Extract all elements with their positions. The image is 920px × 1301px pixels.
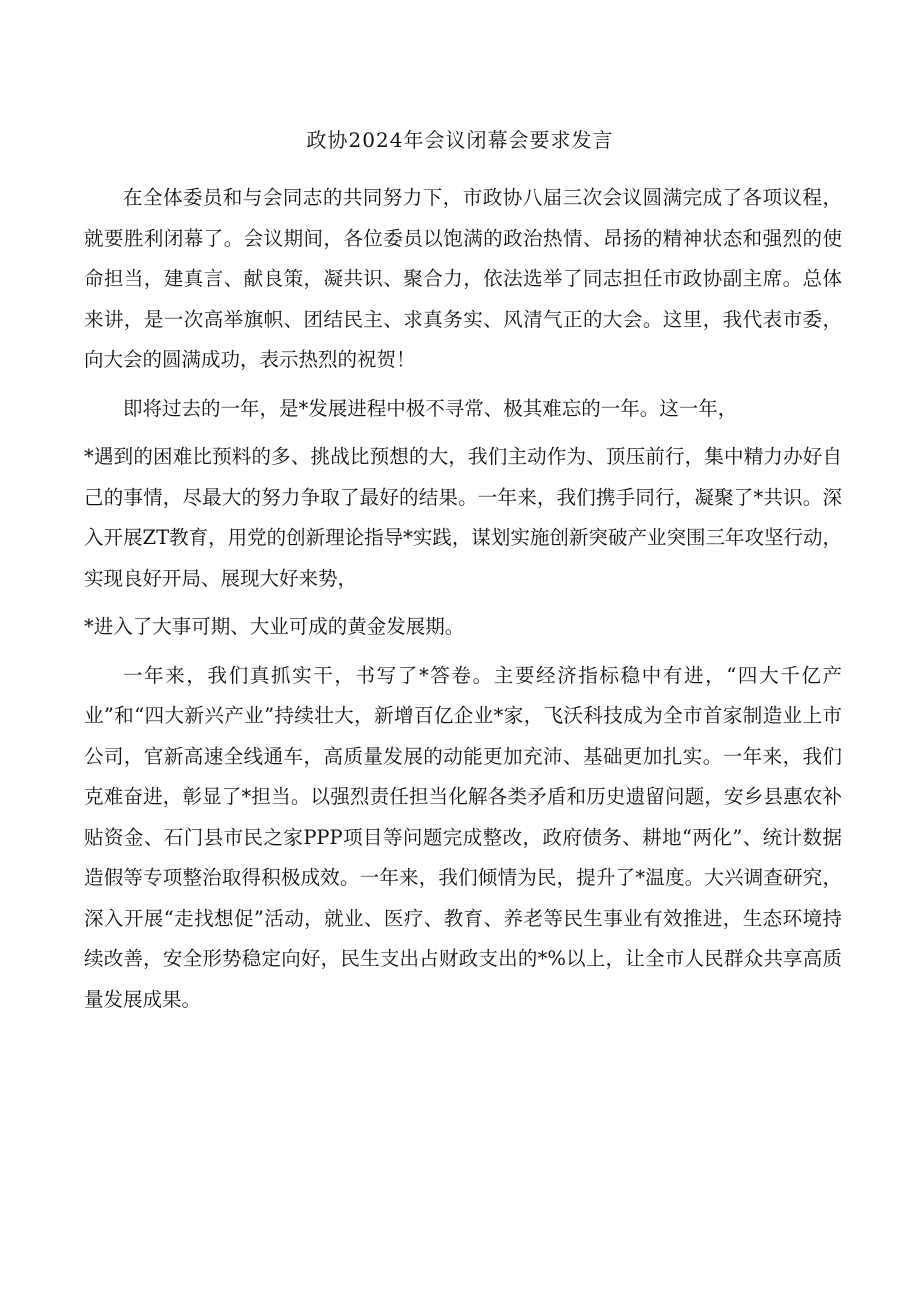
document-title: 政协2024年会议闭幕会要求发言 <box>306 128 614 152</box>
paragraph-past-year: 即将过去的一年，是*发展进程中极不寻常、极其难忘的一年。这一年， <box>123 396 738 420</box>
paragraph-opening: 在全体委员和与会同志的共同努力下，市政协八届三次会议圆满完成了各项议程，就要胜利闭幕了。会议期间，各位委员以饱满的政治热情、昂扬的精神状态和强烈的使命担当，建真言、献良策，凝共识、聚合力，依法选举了同志担任市政协副主席。总体来讲，是一次高举旗帜、团结民主、求真务实、风清气正的大会。这里，我代表市委，向大会的圆满成功，表示热烈的祝贺！ <box>84 186 842 371</box>
document-body <box>84 178 842 1028</box>
paragraph-golden-period: *进入了大事可期、大业可成的黄金发展期。 <box>84 615 465 638</box>
paragraph-challenges: *遇到的困难比预料的多、挑战比预想的大，我们主动作为、顶压前行，集中精力办好自己的事情，尽最大的努力争取了最好的结果。一年来，我们携手同行，凝聚了*共识。深入开展ZT教育，用党的创新理论指导*实践，谋划实施创新突破产业突围三年攻坚行动，实现良好开局、展现大好来势， <box>84 445 842 590</box>
paragraph-achievements: 一年来，我们真抓实干，书写了*答卷。主要经济指标稳中有进，“四大千亿产业”和“四大新兴产业”持续壮大，新增百亿企业*家，飞沃科技成为全市首家制造业上市公司，官新高速全线通车，高质量发展的动能更加充沛、基础更加扎实。一年来，我们克难奋进，彰显了*担当。以强烈责任担当化解各类矛盾和历史遗留问题，安乡县惠农补贴资金、石门县市民之家PPP项目等问题完成整改，政府债务、耕地“两化”、统计数据造假等专项整治取得积极成效。一年来，我们倾情为民，提升了*温度。大兴调查研究，深入开展“走找想促”活动，就业、医疗、教育、养老等民生事业有效推进，生态环境持续改善，安全形势稳定向好，民生支出占财政支出的*%以上，让全市人民群众共享高质量发展成果。 <box>84 663 842 1011</box>
